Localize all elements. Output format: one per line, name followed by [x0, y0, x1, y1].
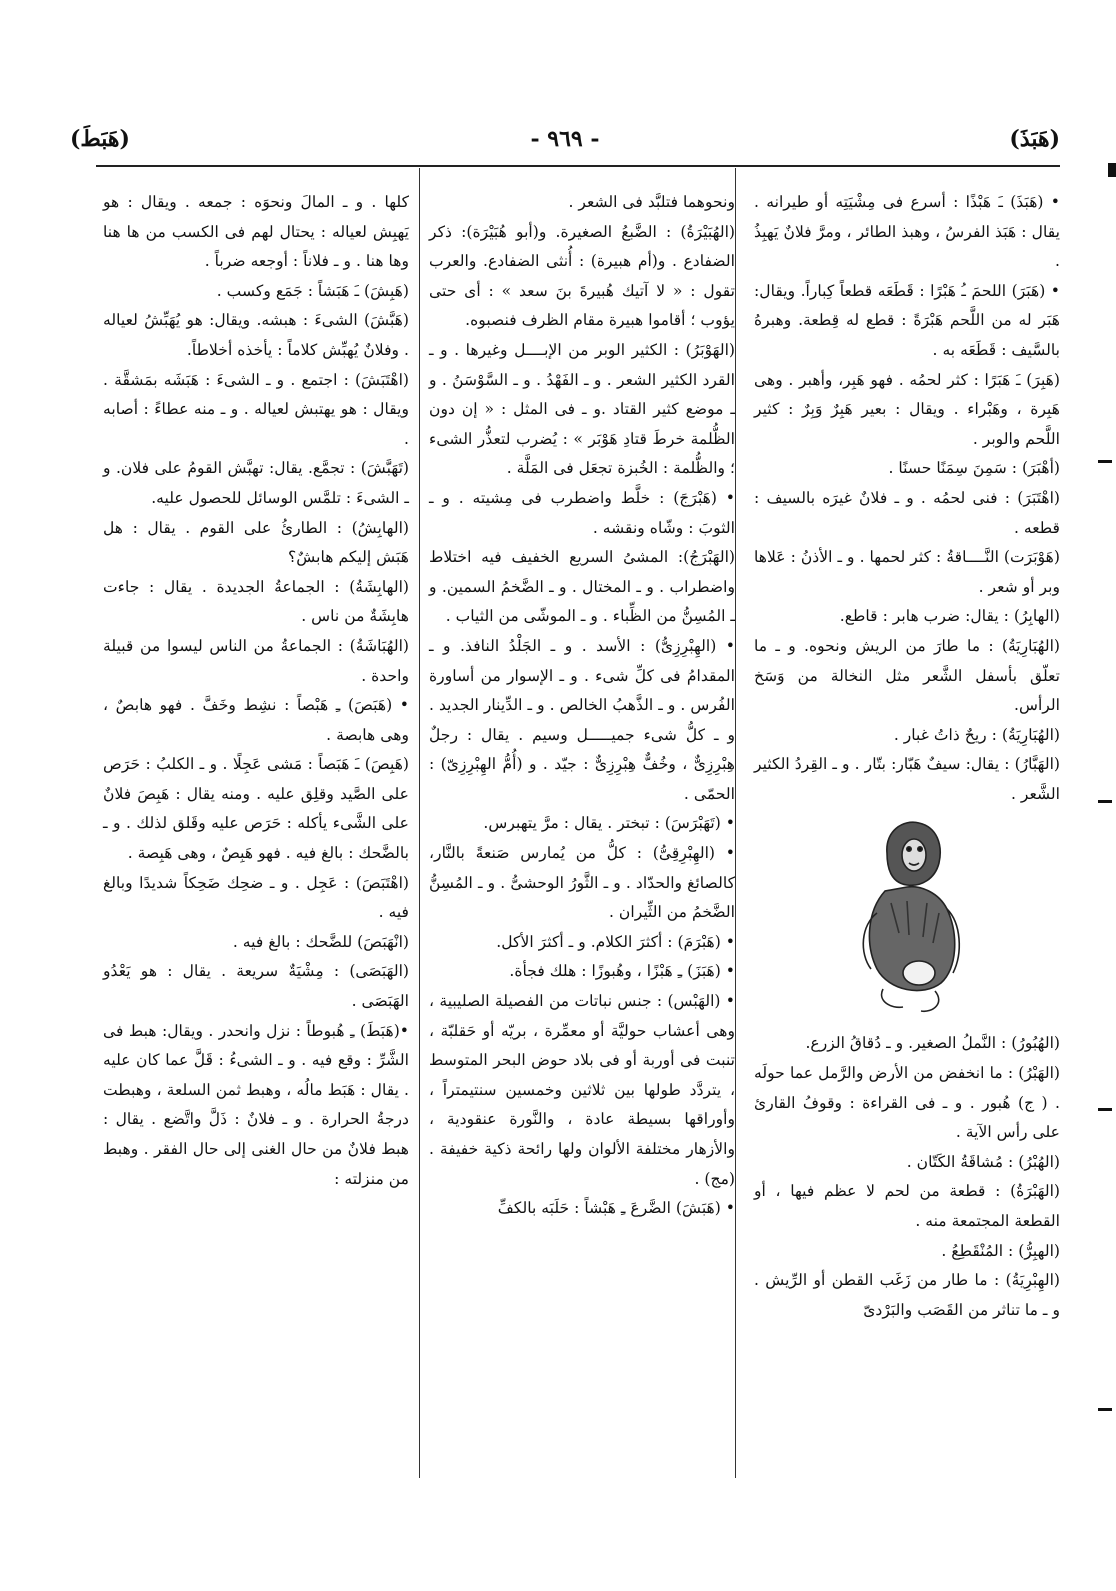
entry-paragraph: (هَوْبَرَت) النَّــــاقةُ : كثر لحمها . و ـ الأذنُ : عَلاها وبر أو شعر . — [754, 548, 1060, 596]
margin-mark — [1108, 163, 1116, 177]
entry-paragraph: (الهُبْرُ) : مُشاقَةُ الكَتّان . — [906, 1152, 1060, 1171]
entry-paragraph: (هَبَّشَ) الشىءَ : هبشه. ويقال: هو يُهَبِّشُ لعياله . وفلانٌ يُهبِّش كلاماً : يأخذه أخلاطاً. — [103, 311, 409, 359]
entry-paragraph: (الهابِشَةُ) : الجماعةُ الجديدة . يقال : جاءت هابِشَةٌ من ناس . — [103, 577, 409, 626]
entry-paragraph: (الهُبَاشَةُ) : الجماعةُ من الناس ليسوا من قبيلة واحدة . — [103, 636, 409, 685]
header-divider — [96, 165, 1060, 167]
page-number: - ٩٦٩ - — [530, 126, 600, 152]
margin-mark — [1098, 1408, 1112, 1411]
entry-paragraph: (الهُبُورُ) : النَّملُ الصغير. و ـ دُقاقُ الزرع. — [805, 1034, 1060, 1053]
entry-paragraph: (الهِبْرِيَةُ) : ما طار من زَغَب القطن أو الرِّيش . و ـ ما تناثر من القَصَب والبَرْدىّ — [754, 1271, 1060, 1319]
header-right-word: (هَبَذَ) — [1009, 126, 1060, 152]
entry-paragraph: • (الهِبْرِزِىُّ) : الأسد . و ـ الجَلْدُ النافذ. و ـ المقدامُ فى كلِّ شىء . و ـ الإسوار من أساورة الفُرس . و ـ الذَّهبُ الخالص . و ـ الدِّينار الجديد . و ـ كلُّ شىء جميـــــل وسيم . يقال : رجلٌ هِبْرِزِىٌّ ، وخُفٌّ هِبْرِزِىٌّ : جيّد . و (أُمُّ الهِبْرِزِىّ) : الحمّى . — [429, 636, 735, 803]
entry-paragraph: •(هَبَطَ) ـِ هُبوطاً : نزل وانحدر . ويقال: هبط فى الشَّرِّ : وقع فيه . و ـ الشىءُ : قَلَّ عما كان عليه . يقال : هَبَط مالُه ، وهبط ثمن السلعة ، وهبطت درجةُ الحرارة . و ـ فلانٌ : ذَلَّ واتَّضع . يقال : هبط فلانٌ من حال الغنى إلى حال الفقر . وهبط من منزلته : — [103, 1021, 409, 1188]
entry-paragraph: • (الهِبْرِقِىُّ) : كلُّ من يُمارس صَنعةً بالنَّار، كالصائغ والحدّاد . و ـ الثَّورُ الوحشىُّ . و ـ المُسِنُّ الضَّخمُ من الثِّيران . — [429, 844, 735, 922]
entry-paragraph: (اهْتَبَرَ) : فنى لحمُه . و ـ فلانٌ غيرَه بالسيف : قطعه . — [754, 488, 1060, 537]
column-right — [754, 188, 1060, 1325]
entry-paragraph: • (هَبَذَ) ـَ هَبْذًا : أسرع فى مِشْيَتِه أو طيرانه . يقال : هَبَذ الفرسُ ، وهبذ الطائر ، ومرَّ فلانٌ يَهبِذُ . — [754, 193, 1060, 271]
entry-paragraph: • (هَبَشَ) الضَّرعَ ـِ هَبْشاً : حَلَبَه بالكفِّ — [497, 1199, 735, 1218]
page-header — [70, 122, 1060, 162]
entry-paragraph: (الهَبْرُ) : ما انخفض من الأرض والرَّمل عما حولَه . ( ج) هُبور . و ـ فى القراءة : وقوفُ القارئ على رأس الآية . — [754, 1064, 1060, 1142]
monkey-illustration — [847, 813, 967, 1023]
entry-paragraph: • (هَبَزَ) ـِ هَبْزًا ، وهُبوزًا : هلك فجأة. — [509, 962, 735, 981]
entry-paragraph: (الهُبَيْرَةُ) : الضَّبعُ الصغيرة. و(أبو هُبَيْرَة): ذكر الضفادع . و(أم هبيرة) : أُنثى الضفادع. والعرب تقول : « لا آتيك هُبيرةَ بنَ سعد » : أى حتى يؤوب ؛ أقاموا هبيرة مقام الظرف فنصبوه. — [429, 222, 735, 330]
entry-paragraph: (تَهَبَّشَ) : تجمَّع. يقال: تهبَّش القومُ على فلان. و ـ الشىءَ : تلمَّس الوسائل للحصول عليه. — [103, 459, 409, 507]
entry-paragraph: (اهْتَبَصَ) : عَجِل . و ـ ضحِك ضَحِكاً شديدًا وبالغ فيه . — [103, 873, 409, 922]
entry-paragraph: (هَبِشَ) ـَ هَبَشاً : جَمَع وكسب . — [216, 281, 409, 300]
entry-paragraph: كلها . و ـ المالَ ونحوَه : جمعه . ويقال : هو يَهبِش لعياله : يحتال لهم فى الكسب من ها هنا وها هنا . و ـ فلاناً : أوجعه ضرباً . — [103, 193, 409, 271]
entry-paragraph: • (الهَبْس) : جنس نباتات من الفصيلة الصليبية ، وهى أعشاب حوليَّة أو معمِّرة ، بريّه أو حَقلبّة ، تنبت فى أوربة أو فى بلاد حوض البحر المتوسط ، يتردَّد طولها بين ثلاثين وخمسين سنتيمتراً ، وأوراقها بسيطة عادة ، والنَّورة عنقودية ، والأزهار مختلفة الألوان ولها رائحة ذكية خفيفة . (مج) . — [429, 992, 735, 1188]
entry-paragraph: (هَبِصَ) ـَ هَبَصاً : مَشى عَجِلًا . و ـ الكلبُ : حَرَص على الصَّيد وقلِق عليه . ومنه يقال : هَبِصَ فلانٌ على الشَّىء يأكله : حَرَص عليه وقَلق لذلك . و ـ بالضَّحك : بالغ فيه . فهو هَبِصٌ ، وهى هَبِصة . — [103, 755, 409, 863]
entry-paragraph: • (هَبَرَ) اللحمَ ـُ هَبْرًا : قَطَعَه قطعاً كِباراً. ويقال: هَبَر له من اللَّحم هَبْرَةً : قطع له قِطعة. وهبرهُ بالسَّيف : قَطَعَه به . — [754, 281, 1060, 359]
entry-paragraph: (أهْبَرَ) : سَمِنَ سِمَنًا حسنًا . — [888, 459, 1060, 478]
entry-paragraph: (انْهَبَصَ) للضَّحك : بالغ فيه . — [232, 932, 409, 951]
entry-paragraph: (الهَبْرَجُ): المشىُ السريع الخفيف فيه اختلاط واضطراب . و ـ المختال . و ـ الضَّخمُ السمين. و ـ المُسِنُّ من الظِّباء . و ـ الموشّى من الثياب . — [429, 548, 735, 626]
margin-mark — [1098, 800, 1112, 803]
entry-paragraph: (الهبِرُّ) : المُنْقَطِعُ . — [941, 1241, 1060, 1260]
entry-paragraph: (الهَوْبَرُ) : الكثير الوبر من الإبــــل وغيرها . و ـ القرد الكثير الشعر . و ـ الفَهْدُ . و ـ السَّوْسَنُ . و ـ موضع كثير القتاد .و ـ فى المثل : « إن دون الظُّلمة خرطَ قتادِ هَوْبَر » : يُضرب لتعذُّر الشىء ؛ والظُّلمة : الخُبزة تجعَل فى المَلَّة . — [429, 340, 735, 478]
header-left-word: (هَبَطَ) — [70, 126, 130, 152]
entry-paragraph: (الهَبَصَى) : مِشْيَةٌ سريعة . يقال : هو يَعْدُو الهَبَصَى . — [103, 962, 409, 1011]
entry-paragraph: (الهابِرُ) : يقال: ضرب هابر : قاطع. — [839, 607, 1060, 626]
entry-paragraph: (الهابِشُ) : الطارئُ على القوم . يقال : هل هَبَش إليكم هابشٌ؟ — [103, 518, 409, 567]
entry-paragraph: (الهَبْرَةُ) : قطعة من لحم لا عظم فيها ، أو القطعة المجتمعة منه . — [754, 1182, 1060, 1231]
entry-paragraph: (الهَبَّارُ) : يقال: سيفٌ هَبّار: بتّار . و ـ القِردُ الكثير الشَّعر . — [754, 755, 1060, 803]
margin-mark — [1098, 460, 1112, 463]
entry-paragraph: • (تَهَبْرَسَ) : تبختر . يقال : مرَّ يتهبرس. — [483, 814, 735, 833]
entry-paragraph: (اهْتَبَشَ) : اجتمع . و ـ الشىءَ : هَبَشَه بمَشقَّة . ويقال : هو يهتبش لعياله . و ـ منه عطاءً : أصابه . — [103, 370, 409, 448]
entry-paragraph: • (هَبْرَمَ) : أكثرَ الكلام. و ـ أكثرَ الأكل. — [496, 932, 735, 951]
entry-paragraph: • (هَبَصَ) ـِ هَبْصاً : نشِط وخَفَّ . فهو هابصٌ ، وهى هابصة . — [103, 696, 409, 744]
column-divider — [419, 168, 420, 1478]
entry-paragraph: ونحوهما فتلبَّد فى الشعر . — [568, 193, 735, 211]
entry-paragraph: (هَبِرَ) ـَ هَبَرًا : كثر لحمُه . فهو هَبِر، وأهبر . وهى هَبِرة ، وهَبْراء . ويقال : بعير هَبِرٌ وَبِرٌ : كثير اللَّحم والوبر . — [754, 370, 1060, 448]
entry-paragraph: (الهُبَارِيَةُ) : ما طارَ من الريش ونحوه. و ـ ما تعلّق بأسفل الشَّعر مثل النخالة من وَسَخ الرأس. — [754, 636, 1060, 715]
margin-mark — [1098, 1108, 1112, 1111]
column-middle — [429, 188, 735, 1224]
column-left — [103, 188, 409, 1194]
column-divider — [735, 168, 736, 1478]
entry-paragraph: • (هَبْرَجَ) : خلَّط واضطرب فى مِشيته . و ـ الثوبَ : وشّاه ونقشه . — [429, 488, 735, 537]
entry-paragraph: (الهُبَارِيَةُ) : ريحٌ ذاتُ غبار . — [893, 725, 1060, 744]
